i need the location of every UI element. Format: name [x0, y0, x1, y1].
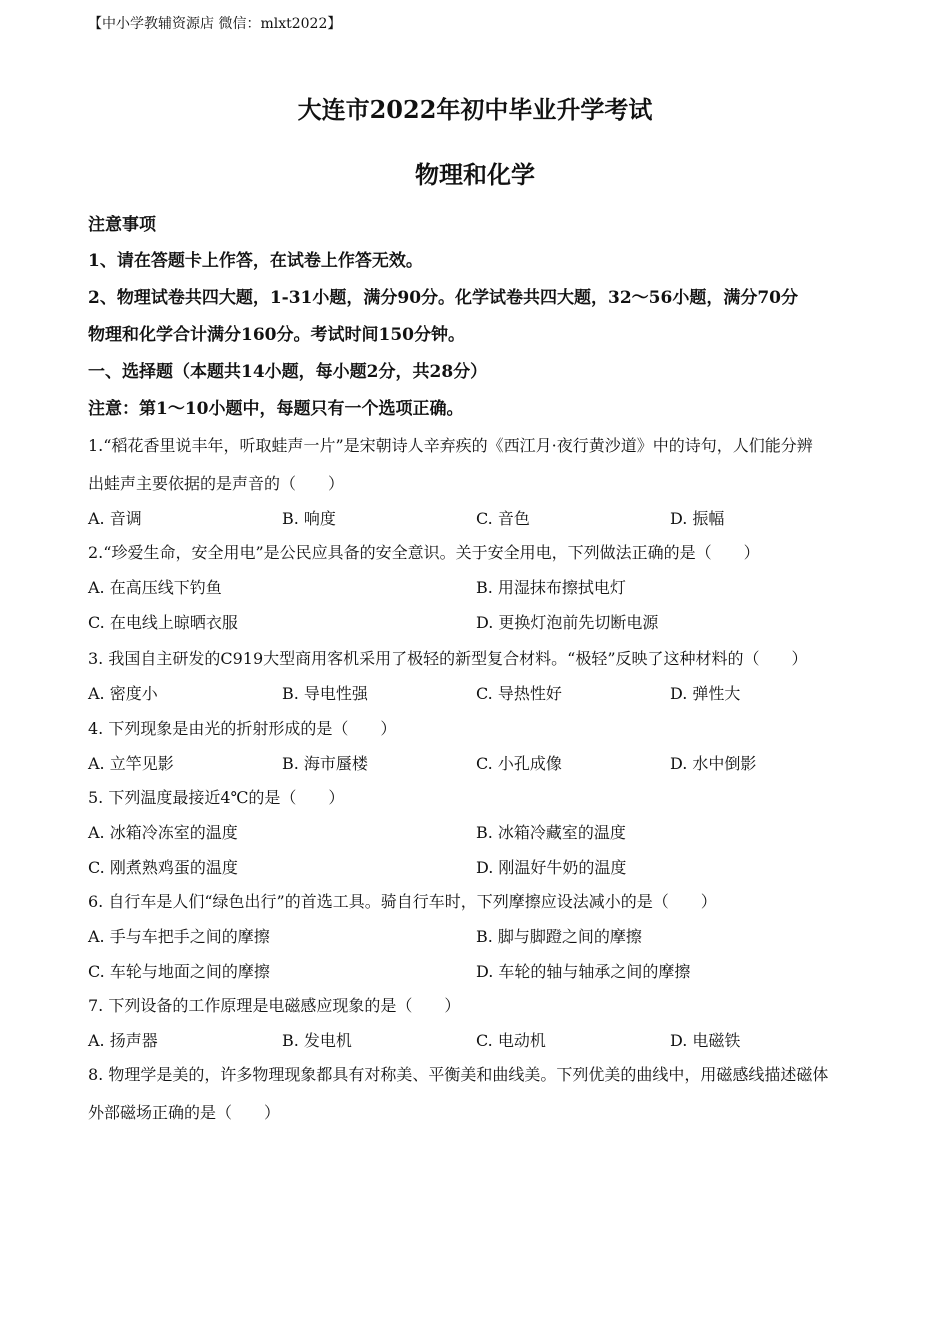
question-6-option-d: D. 车轮的轴与轴承之间的摩擦 — [476, 962, 691, 981]
page-header: 【中小学教辅资源店 微信：mlxt2022】 — [88, 16, 342, 32]
question-4-option-d: D. 水中倒影 — [670, 754, 757, 773]
section-title: 一、选择题（本题共14小题，每小题2分，共28分） — [88, 362, 488, 382]
question-1-option-c: C. 音色 — [476, 509, 530, 528]
question-7-option-b: B. 发电机 — [282, 1031, 352, 1050]
question-3-option-c: C. 导热性好 — [476, 684, 562, 703]
question-8-stem: 8. 物理学是美的，许多物理现象都具有对称美、平衡美和曲线美。下列优美的曲线中，用磁感线描述磁体 — [88, 1065, 829, 1084]
notice-item-2: 2、物理试卷共四大题，1-31小题，满分90分。化学试卷共四大题，32～56小题，满分70分 — [88, 288, 798, 308]
question-7-stem: 7. 下列设备的工作原理是电磁感应现象的是（ ） — [88, 996, 461, 1015]
question-6-option-c: C. 车轮与地面之间的摩擦 — [88, 962, 270, 981]
notice-heading: 注意事项 — [88, 215, 156, 235]
question-1-option-a: A. 音调 — [88, 509, 142, 528]
question-5-option-b: B. 冰箱冷藏室的温度 — [476, 823, 626, 842]
question-5-option-c: C. 刚煮熟鸡蛋的温度 — [88, 858, 238, 877]
question-7-option-d: D. 电磁铁 — [670, 1031, 741, 1050]
question-3-option-a: A. 密度小 — [88, 684, 158, 703]
question-7-option-a: A. 扬声器 — [88, 1031, 158, 1050]
question-2-option-a: A. 在高压线下钓鱼 — [88, 578, 222, 597]
question-2-option-c: C. 在电线上晾晒衣服 — [88, 613, 238, 632]
question-4-option-a: A. 立竿见影 — [88, 754, 174, 773]
question-5-stem: 5. 下列温度最接近4℃的是（ ） — [88, 788, 345, 807]
question-7-option-c: C. 电动机 — [476, 1031, 546, 1050]
question-6-option-b: B. 脚与脚蹬之间的摩擦 — [476, 927, 642, 946]
question-5-option-d: D. 刚温好牛奶的温度 — [476, 858, 627, 877]
question-8-stem-cont: 外部磁场正确的是（ ） — [88, 1103, 281, 1122]
notice-item-2-cont: 物理和化学合计满分160分。考试时间150分钟。 — [88, 325, 465, 345]
question-2-option-d: D. 更换灯泡前先切断电源 — [476, 613, 659, 632]
question-3-stem: 3. 我国自主研发的C919大型商用客机采用了极轻的新型复合材料。“极轻”反映了这种材料的（ ） — [88, 649, 808, 668]
question-1-option-d: D. 振幅 — [670, 509, 725, 528]
exam-title: 大连市2022年初中毕业升学考试 — [297, 95, 653, 124]
question-4-option-b: B. 海市蜃楼 — [282, 754, 368, 773]
question-6-stem: 6. 自行车是人们“绿色出行”的首选工具。骑自行车时，下列摩擦应设法减小的是（ ） — [88, 892, 717, 911]
exam-subtitle: 物理和化学 — [415, 160, 535, 189]
question-4-option-c: C. 小孔成像 — [476, 754, 562, 773]
question-1-stem-cont: 出蛙声主要依据的是声音的（ ） — [88, 474, 345, 493]
notice-item-1: 1、请在答题卡上作答，在试卷上作答无效。 — [88, 251, 423, 271]
question-2-option-b: B. 用湿抹布擦拭电灯 — [476, 578, 626, 597]
question-1-stem: 1.“稻花香里说丰年，听取蛙声一片”是宋朝诗人辛弃疾的《西江月·夜行黄沙道》中的诗句，人们能分辨 — [88, 436, 813, 455]
question-6-option-a: A. 手与车把手之间的摩擦 — [88, 927, 270, 946]
question-3-option-d: D. 弹性大 — [670, 684, 741, 703]
question-2-stem: 2.“珍爱生命，安全用电”是公民应具备的安全意识。关于安全用电，下列做法正确的是（ ） — [88, 543, 760, 562]
question-1-option-b: B. 响度 — [282, 509, 336, 528]
section-note: 注意：第1～10小题中，每题只有一个选项正确。 — [88, 399, 464, 419]
question-3-option-b: B. 导电性强 — [282, 684, 368, 703]
question-5-option-a: A. 冰箱冷冻室的温度 — [88, 823, 238, 842]
question-4-stem: 4. 下列现象是由光的折射形成的是（ ） — [88, 719, 397, 738]
